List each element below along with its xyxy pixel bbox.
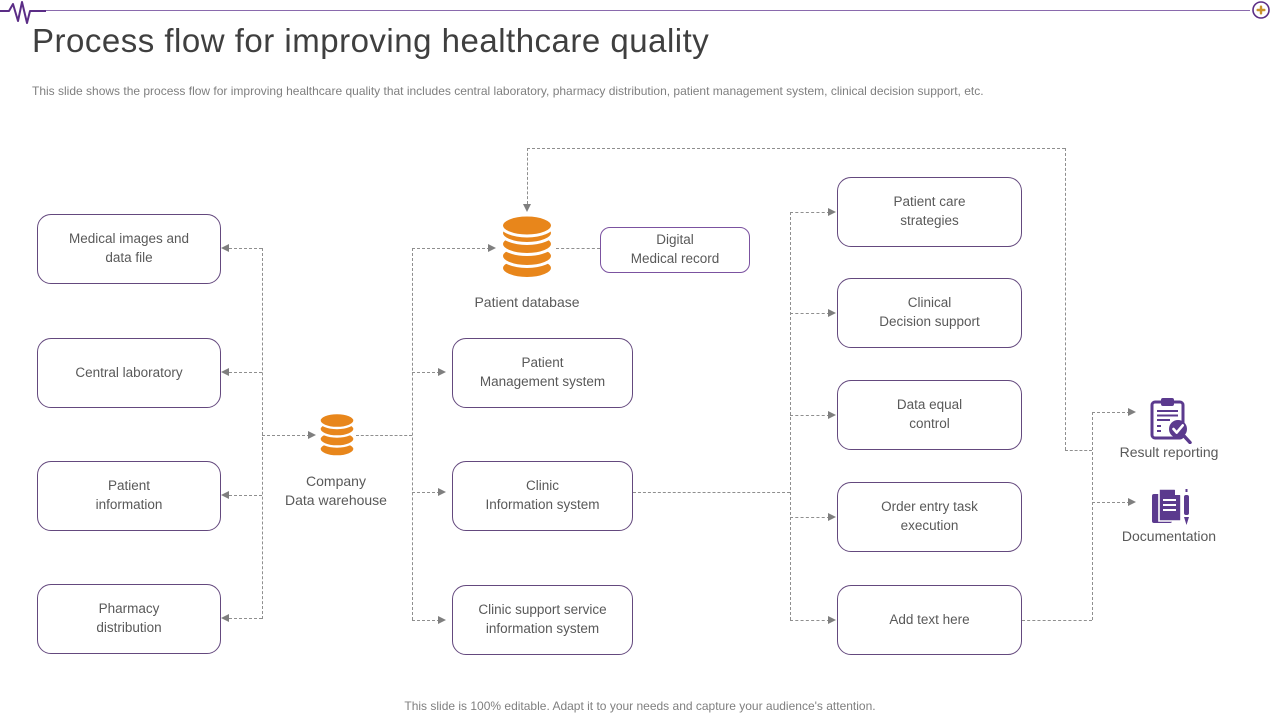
arrowhead-right: [438, 368, 446, 376]
connector: [229, 372, 262, 373]
arrowhead-left: [221, 368, 229, 376]
connector-feedback-join: [1065, 450, 1092, 451]
box-label: Medical record: [630, 251, 720, 266]
connector: [790, 517, 830, 518]
arrowhead-right: [438, 488, 446, 496]
box-add-text-here[interactable]: [837, 585, 1022, 655]
arrowhead-right: [828, 208, 836, 216]
box-label: distribution: [96, 620, 162, 635]
box-label: Pharmacy: [98, 601, 160, 617]
connector-to-warehouse: [262, 435, 310, 436]
top-divider-line: [34, 10, 1250, 11]
documentation-label: Documentation: [1121, 528, 1217, 544]
result-reporting-label: Result reporting: [1119, 444, 1219, 460]
connector: [790, 415, 830, 416]
box-label: information system: [485, 621, 600, 636]
box-pharmacy-distribution[interactable]: [37, 584, 221, 654]
medical-plus-icon: [1250, 0, 1272, 27]
slide-description: This slide shows the process flow for improving healthcare quality that includes central laboratory, pharmacy distribution, patient management system, clinical decision support, etc.: [32, 84, 984, 98]
connector-feedback-right: [1065, 148, 1066, 450]
arrowhead-down: [523, 204, 531, 212]
connector-clinic-to-right-bus: [633, 492, 790, 493]
connector-middle-bus: [412, 248, 413, 620]
warehouse-label: Company Data warehouse: [285, 473, 387, 508]
box-patient-information[interactable]: [37, 461, 221, 531]
box-label: Information system: [485, 497, 600, 512]
arrowhead-right: [828, 616, 836, 624]
box-label: Clinic: [525, 478, 559, 494]
box-label: Medical images and: [68, 231, 190, 247]
connector-feedback-drop: [527, 148, 528, 204]
box-label: control: [909, 416, 950, 431]
database-icon: [500, 214, 554, 285]
box-clinic-information-system[interactable]: [452, 461, 633, 531]
connector: [229, 248, 262, 249]
connector-left-bus: [262, 248, 263, 619]
box-clinic-support-service[interactable]: [452, 585, 633, 655]
clipboard-check-icon: [1148, 396, 1192, 449]
arrowhead-left: [221, 244, 229, 252]
patient-database-label: Patient database: [474, 294, 580, 310]
box-order-entry-task-execution[interactable]: [837, 482, 1022, 552]
box-label: Digital: [656, 232, 694, 248]
box-label: strategies: [900, 213, 959, 228]
connector: [412, 620, 440, 621]
box-digital-medical-record[interactable]: [600, 227, 750, 273]
arrowhead-left: [221, 491, 229, 499]
box-patient-management-system[interactable]: [452, 338, 633, 408]
box-medical-images-data-file[interactable]: [37, 214, 221, 284]
box-patient-care-strategies[interactable]: [837, 177, 1022, 247]
box-label: Clinic support service: [478, 602, 607, 618]
connector: [790, 313, 830, 314]
arrowhead-right: [1128, 498, 1136, 506]
box-label: information: [95, 497, 163, 512]
connector-from-warehouse: [356, 435, 412, 436]
connector-db-to-record: [556, 248, 600, 249]
box-label: Clinical: [907, 295, 952, 311]
box-label: Data equal: [896, 397, 963, 413]
document-pen-icon: [1148, 487, 1192, 532]
box-label: data file: [105, 250, 153, 265]
connector: [1092, 502, 1130, 503]
arrowhead-right: [308, 431, 316, 439]
box-label: Order entry task: [881, 499, 978, 515]
box-label: Management system: [479, 374, 606, 389]
box-label: Decision support: [879, 314, 980, 329]
arrowhead-right: [828, 513, 836, 521]
connector: [229, 618, 262, 619]
arrowhead-right: [1128, 408, 1136, 416]
footer-note: This slide is 100% editable. Adapt it to your needs and capture your audience's attention.: [404, 699, 876, 713]
box-clinical-decision-support[interactable]: [837, 278, 1022, 348]
page-title: Process flow for improving healthcare quality: [32, 22, 710, 59]
connector-addtext-to-outputs: [1022, 620, 1092, 621]
connector-right-bus: [790, 212, 791, 620]
box-label: Patient care: [893, 194, 966, 210]
box-data-equal-control[interactable]: [837, 380, 1022, 450]
connector-to-patient-db: [412, 248, 490, 249]
connector: [790, 620, 830, 621]
arrowhead-right: [828, 309, 836, 317]
box-label: Patient: [521, 355, 564, 371]
arrowhead-left: [221, 614, 229, 622]
arrowhead-right: [828, 411, 836, 419]
box-label: execution: [900, 518, 959, 533]
arrowhead-right: [488, 244, 496, 252]
connector: [412, 372, 440, 373]
connector: [790, 212, 830, 213]
database-icon: [318, 412, 356, 463]
arrowhead-right: [438, 616, 446, 624]
connector: [1092, 412, 1130, 413]
box-central-laboratory[interactable]: [37, 338, 221, 408]
connector: [412, 492, 440, 493]
box-label: Patient: [107, 478, 150, 494]
box-label: Add text here: [889, 611, 970, 627]
box-label: Central laboratory: [75, 364, 183, 380]
connector-feedback-top: [527, 148, 1065, 149]
